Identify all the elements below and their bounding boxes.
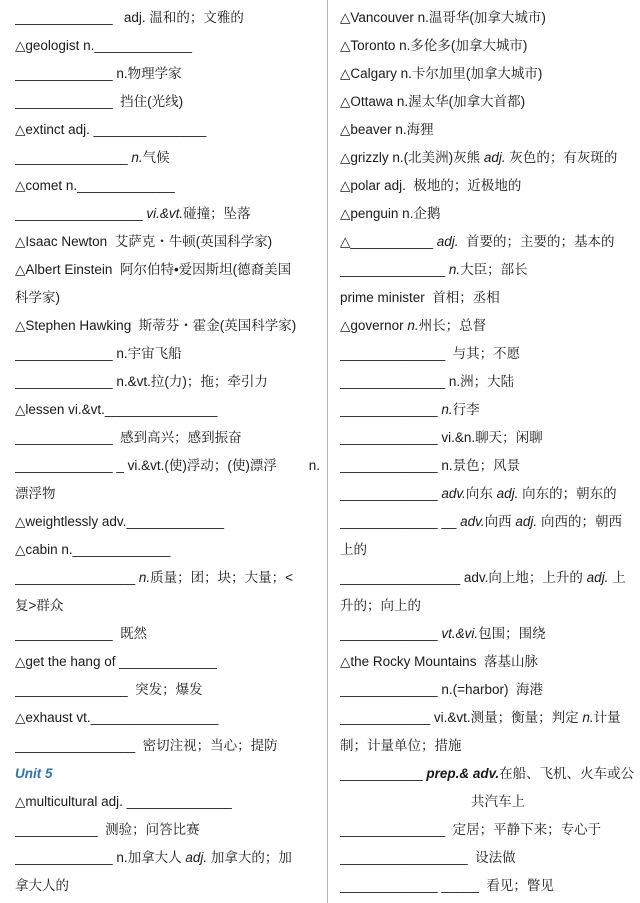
answer-blank: ___________ xyxy=(15,822,98,837)
definition: 首相；丞相 xyxy=(424,290,500,305)
vocab-line xyxy=(15,172,320,200)
vocab-line xyxy=(15,592,320,620)
definition: 挡住(光线) xyxy=(112,94,184,109)
vocab-line xyxy=(15,872,320,900)
answer-blank: _________________ xyxy=(15,206,143,221)
vocab-line xyxy=(15,480,320,508)
answer-blank: _______________ xyxy=(15,150,128,165)
vocab-term: △comet n. xyxy=(15,178,78,193)
definition: n.(=harbor) 海港 xyxy=(437,682,544,697)
definition: 首要的；主要的；基本的 xyxy=(458,234,615,249)
answer-blank: _______________ xyxy=(93,122,207,137)
vocab-entry: △Calgary n.卡尔加里(加拿大城市) xyxy=(340,66,543,81)
part-of-speech: adj. xyxy=(515,514,538,529)
part-of-speech: n. xyxy=(308,458,320,473)
vocab-entry: △polar adj. 极地的；近极地的 xyxy=(340,178,522,193)
definition: n.加拿大人 xyxy=(112,850,186,865)
vocab-line xyxy=(340,620,636,648)
answer-blank: _____________ xyxy=(15,346,113,361)
answer-blank: ___________ xyxy=(350,234,433,249)
definition: 测验；问答比赛 xyxy=(97,822,200,837)
definition: 密切注视；当心；提防 xyxy=(135,738,278,753)
vocab-line xyxy=(15,144,320,172)
vocab-line xyxy=(340,4,636,32)
answer-blank: _____________ xyxy=(77,178,175,193)
answer-blank: _____________ xyxy=(340,486,438,501)
answer-blank: _____________ xyxy=(94,38,193,53)
definition: 计量 xyxy=(593,710,621,725)
vocab-line xyxy=(340,536,636,564)
definition: 大臣；部长 xyxy=(460,262,528,277)
answer-blank: _______________ xyxy=(15,682,128,697)
vocab-line xyxy=(15,396,320,424)
definition: 看见；瞥见 xyxy=(478,878,554,893)
vocab-term: △Stephen Hawking xyxy=(15,318,132,333)
part-of-speech: adj. xyxy=(586,570,609,585)
vocab-term: △the Rocky Mountains xyxy=(340,654,477,669)
vocab-line xyxy=(340,88,636,116)
vocab-line xyxy=(340,200,636,228)
answer-blank: _____________ xyxy=(15,374,113,389)
answer-blank: _____________ xyxy=(15,626,113,641)
definition: 与其；不愿 xyxy=(445,346,521,361)
answer-blank: ______________ xyxy=(340,822,446,837)
answer-blank: _________________ xyxy=(340,850,468,865)
definition-continued: 升的；向上的 xyxy=(340,598,421,613)
vocab-line xyxy=(340,368,636,396)
vocab-term: △Isaac Newton xyxy=(15,234,108,249)
vocab-line xyxy=(340,172,636,200)
definition-continued: 上的 xyxy=(340,542,367,557)
vocab-line xyxy=(15,60,320,88)
vocab-line xyxy=(15,424,320,452)
vocab-line xyxy=(15,704,320,732)
definition: 包围；围绕 xyxy=(478,626,546,641)
unit-heading-line xyxy=(15,760,320,788)
definition: 感到高兴；感到振奋 xyxy=(112,430,242,445)
definition: vi.&n.聊天；闲聊 xyxy=(437,430,543,445)
answer-blank: ___________ xyxy=(340,766,423,781)
answer-blank: _________________ xyxy=(90,710,219,725)
part-of-speech: adv. xyxy=(456,514,485,529)
vocab-term: △grizzly n.(北美洲)灰熊 xyxy=(340,150,484,165)
vocab-line xyxy=(340,144,636,172)
definition: n.洲；大陆 xyxy=(445,374,515,389)
definition-continued: 制；计量单位；措施 xyxy=(340,738,462,753)
vocab-line xyxy=(15,200,320,228)
vocab-term: △get the hang of xyxy=(15,654,120,669)
vocab-line xyxy=(340,760,636,788)
vocab-line xyxy=(15,508,320,536)
vocab-line xyxy=(15,312,320,340)
answer-blank: _____________ _____ xyxy=(340,878,479,893)
vocab-line xyxy=(340,508,636,536)
part-of-speech: n. xyxy=(445,262,461,277)
definition: 行李 xyxy=(452,402,480,417)
vocab-line xyxy=(15,844,320,872)
vocab-line xyxy=(340,340,636,368)
definition-continued: 科学家) xyxy=(15,290,60,305)
vocab-line xyxy=(340,60,636,88)
vocab-term: △extinct adj. xyxy=(15,122,94,137)
answer-blank: _____________ xyxy=(340,682,438,697)
vocab-term: prime minister xyxy=(340,290,425,305)
definition: 既然 xyxy=(112,626,148,641)
definition: 在船、飞机、火车或公 xyxy=(499,766,635,781)
part-of-speech: n. xyxy=(582,710,594,725)
definition: 上 xyxy=(608,570,626,585)
definition: n.物理学家 xyxy=(112,66,182,81)
definition: 定居；平静下来；专心于 xyxy=(445,822,602,837)
vocab-line xyxy=(15,88,320,116)
vocab-line xyxy=(15,788,320,816)
answer-blank: _____________ xyxy=(15,94,113,109)
definition: 向东的；朝东的 xyxy=(518,486,617,501)
vocab-line xyxy=(340,704,636,732)
vocab-line xyxy=(340,872,636,900)
vocab-term: △multicultural adj. xyxy=(15,794,127,809)
definition-continued: 漂浮物 xyxy=(15,486,56,501)
definition: vi.&vt.测量；衡量；判定 xyxy=(430,710,583,725)
vocab-term: △weightlessly adv. xyxy=(15,514,127,529)
definition: 向西 xyxy=(484,514,516,529)
vocab-term: △lessen vi.&vt. xyxy=(15,402,105,417)
vocab-entry: △Vancouver n.温哥华(加拿大城市) xyxy=(340,10,546,25)
vocab-line xyxy=(15,452,320,480)
vocab-term: △exhaust vt. xyxy=(15,710,91,725)
vocab-line xyxy=(15,732,320,760)
definition: n.&vt.拉(力)；拖；牵引力 xyxy=(112,374,268,389)
answer-blank: _____________ xyxy=(15,10,113,25)
definition: 突发；爆发 xyxy=(127,682,203,697)
part-of-speech: adj. xyxy=(185,850,208,865)
right-column xyxy=(340,4,636,900)
definition: 州长；总督 xyxy=(418,318,487,333)
vocab-entry: △Ottawa n.渥太华(加拿大首都) xyxy=(340,94,526,109)
answer-blank: ______________ xyxy=(340,374,446,389)
answer-blank: _____________ xyxy=(15,850,113,865)
vocab-line xyxy=(15,4,320,32)
answer-blank: ______________ xyxy=(340,262,446,277)
answer-blank: ______________ xyxy=(126,794,232,809)
vocab-line xyxy=(340,424,636,452)
part-of-speech: vt.&vi. xyxy=(437,626,479,641)
definition: 阿尔伯特•爱因斯坦(德裔美国 xyxy=(112,262,292,277)
vocab-line xyxy=(15,32,320,60)
answer-blank: _____________ xyxy=(340,402,438,417)
answer-blank: _____________ xyxy=(119,654,217,669)
definition: adj. 温和的；文雅的 xyxy=(112,10,244,25)
vocab-line xyxy=(15,228,320,256)
vocab-entry: △penguin n.企鹅 xyxy=(340,206,441,221)
definition: 落基山脉 xyxy=(476,654,538,669)
vocab-line xyxy=(340,564,636,592)
vocab-line xyxy=(340,592,636,620)
answer-blank: ____________ xyxy=(340,710,431,725)
column-divider xyxy=(327,0,328,903)
definition: 艾萨克・牛顿(英国科学家) xyxy=(107,234,273,249)
vocab-line xyxy=(15,284,320,312)
part-of-speech: adj. xyxy=(483,150,506,165)
part-of-speech: n. xyxy=(437,402,453,417)
definition: 气候 xyxy=(142,150,170,165)
vocab-line xyxy=(15,564,320,592)
answer-blank: ________________ xyxy=(15,738,136,753)
answer-blank: _______________ xyxy=(104,402,218,417)
answer-blank: _____________ xyxy=(15,66,113,81)
part-of-speech: n. xyxy=(127,150,143,165)
vocab-line xyxy=(340,396,636,424)
vocab-term: △cabin n. xyxy=(15,542,73,557)
definition: adv.向上地；上升的 xyxy=(460,570,587,585)
definition-continued: 拿大人的 xyxy=(15,878,69,893)
definition-continued: 复>群众 xyxy=(15,598,64,613)
vocab-line xyxy=(15,536,320,564)
answer-blank: _____________ xyxy=(15,430,113,445)
definition: 向东 xyxy=(465,486,497,501)
vocab-line xyxy=(15,620,320,648)
vocab-line xyxy=(340,284,636,312)
vocab-line xyxy=(340,228,636,256)
vocab-line xyxy=(340,648,636,676)
definition: n.景色；风景 xyxy=(437,458,521,473)
definition: 灰色的；有灰斑的 xyxy=(505,150,618,165)
definition: 向西的；朝西 xyxy=(537,514,622,529)
part-of-speech: n. xyxy=(403,318,419,333)
vocab-line xyxy=(340,256,636,284)
definition-continued: 共汽车上 xyxy=(471,794,525,809)
definition: 碰撞；坠落 xyxy=(183,206,251,221)
vocab-line xyxy=(15,116,320,144)
definition: 加拿大的；加 xyxy=(207,850,292,865)
answer-blank: _____________ __ xyxy=(340,514,457,529)
definition: 设法做 xyxy=(467,850,516,865)
answer-blank: _____________ xyxy=(126,514,225,529)
answer-blank: _____________ xyxy=(72,542,171,557)
vocab-line xyxy=(15,648,320,676)
vocab-line xyxy=(15,368,320,396)
vocab-line xyxy=(340,788,636,816)
answer-blank: _____________ xyxy=(340,626,438,641)
part-of-speech: adj. xyxy=(432,234,459,249)
vocab-line xyxy=(340,816,636,844)
vocab-line xyxy=(15,676,320,704)
part-of-speech: adv. xyxy=(437,486,466,501)
definition: vi.&vt.(使)浮动；(使)漂浮 xyxy=(123,458,277,473)
vocab-entry: △Toronto n.多伦多(加拿大城市) xyxy=(340,38,528,53)
left-column xyxy=(15,4,320,900)
definition: 质量；团；块；大量；< xyxy=(150,570,294,585)
vocab-line xyxy=(340,312,636,340)
vocab-term: △Albert Einstein xyxy=(15,262,113,277)
answer-blank: ________________ xyxy=(15,570,136,585)
answer-blank: ______________ xyxy=(340,346,446,361)
vocab-line xyxy=(340,32,636,60)
answer-blank: _____________ xyxy=(340,458,438,473)
part-of-speech: n. xyxy=(135,570,151,585)
vocab-line xyxy=(340,844,636,872)
vocab-line xyxy=(15,340,320,368)
vocab-line xyxy=(340,480,636,508)
part-of-speech: adj. xyxy=(496,486,519,501)
vocab-line xyxy=(340,452,636,480)
answer-blank: ________________ xyxy=(340,570,461,585)
part-of-speech: prep.& adv. xyxy=(422,766,500,781)
answer-blank: _____________ xyxy=(340,430,438,445)
part-of-speech: vi.&vt. xyxy=(142,206,184,221)
vocab-line xyxy=(340,116,636,144)
vocab-line xyxy=(340,732,636,760)
vocab-entry: △beaver n.海狸 xyxy=(340,122,434,137)
vocab-term: △governor xyxy=(340,318,404,333)
definition: n.宇宙飞船 xyxy=(112,346,182,361)
answer-blank: _____________ _ xyxy=(15,458,124,473)
vocab-line xyxy=(340,676,636,704)
definition: 斯蒂芬・霍金(英国科学家) xyxy=(131,318,297,333)
triangle-marker-icon: △ xyxy=(340,234,351,249)
vocab-line xyxy=(15,256,320,284)
vocab-term: △geologist n. xyxy=(15,38,95,53)
unit-heading: Unit 5 xyxy=(15,766,53,781)
vocab-line xyxy=(15,816,320,844)
